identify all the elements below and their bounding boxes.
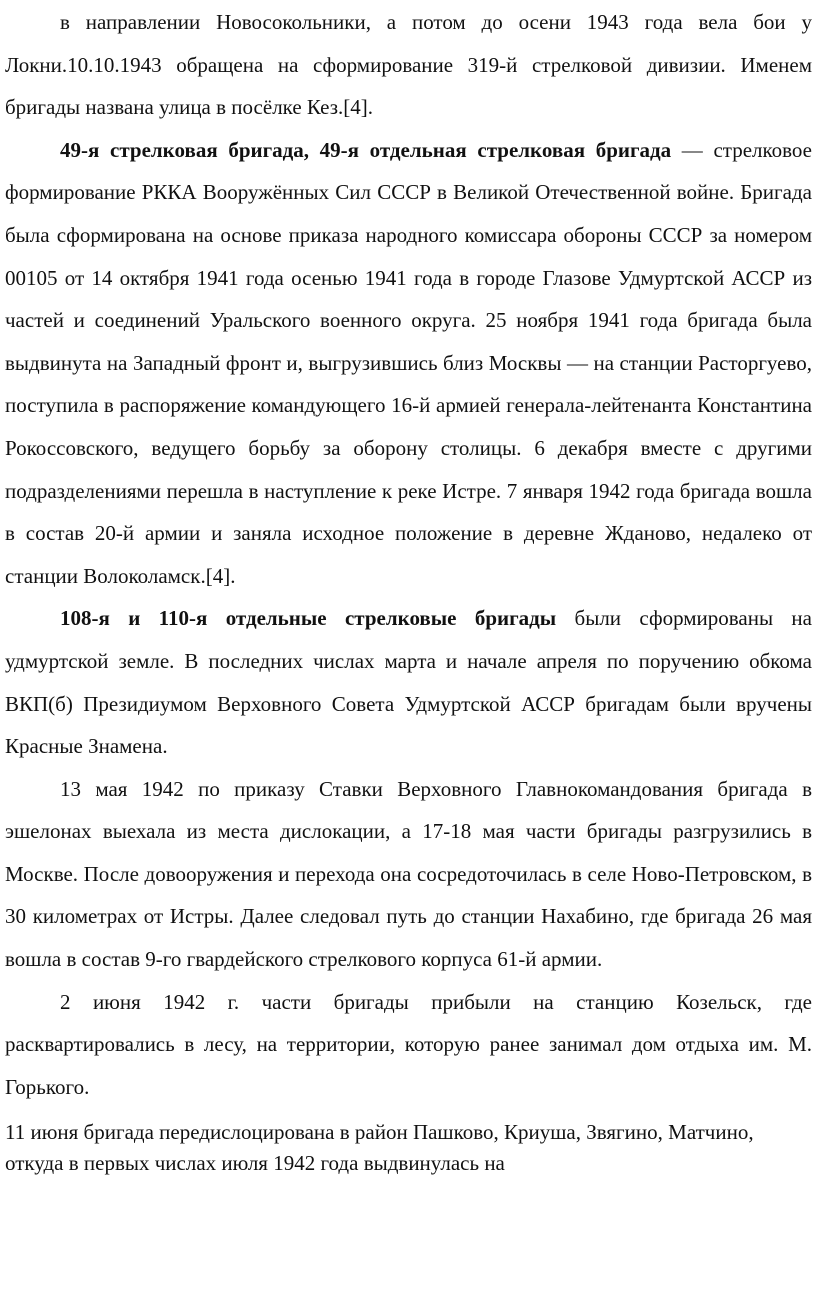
paragraph-text: в направлении Новосокольники, а потом до осени 1943 года вела бои у Локни.10.10.1943 обращена на сформирование 319-й стрелковой дивизии. Именем бригады названа улица в посёлке Кез.[4]. bbox=[5, 10, 812, 120]
paragraph-49th-brigade bbox=[5, 129, 812, 598]
paragraph-term: 49-я стрелковая бригада, 49-я отдельная стрелковая бригада bbox=[60, 137, 672, 162]
paragraph-text: 2 июня 1942 г. части бригады прибыли на станцию Козельск, где расквартировались в лесу, на территории, которую ранее занимал дом отдыха им. М. Горького. bbox=[5, 989, 812, 1099]
paragraph-text: были сформированы на удмуртской земле. В последних числах марта и начале апреля по поручению обкома ВКП(б) Президиумом Верховного Совета Удмуртской АССР бригадам были вручены Красные Знамена. bbox=[5, 606, 812, 759]
paragraph-june-2-1942 bbox=[5, 981, 812, 1109]
paragraph-text: — стрелковое формирование РККА Вооружённых Сил СССР в Великой Отечественной войне. Бригада была сформирована на основе приказа народного комиссара обороны СССР за номером 00105 от 14 октября 1941 года осенью 1941 года в городе Глазове Удмуртской АССР из частей и соединений Уральского военного округа. 25 ноября 1941 года бригада была выдвинута на Западный фронт и, выгрузившись близ Москвы — на станции Расторгуево, поступила в распоряжение командующего 16-й армией генерала-лейтенанта Константина Рокоссовского, ведущего борьбу за оборону столицы. 6 декабря вместе с другими подразделениями перешла в наступление к реке Истре. 7 января 1942 года бригада вошла в состав 20-й армии и заняла исходное положение в деревне Жданово, недалеко от станции Волоколамск.[4]. bbox=[5, 137, 812, 588]
paragraph-text: 11 июня бригада передислоцирована в район Пашково, Криуша, Звягино, Матчино, откуда в первых числах июля 1942 года выдвинулась на bbox=[5, 1120, 754, 1176]
paragraph-text: 13 мая 1942 по приказу Ставки Верховного Главнокомандования бригада в эшелонах выехала из места дислокации, а 17-18 мая части бригады разгрузились в Москве. После довооружения и перехода она сосредоточилась в селе Ново-Петровском, в 30 километрах от Истры. Далее следовал путь до станции Нахабино, где бригада 26 мая вошла в состав 9-го гвардейского стрелкового корпуса 61-й армии. bbox=[5, 776, 812, 972]
paragraph-108-110-brigades bbox=[5, 597, 812, 767]
paragraph-kez-brigade-continuation bbox=[5, 1, 812, 129]
paragraph-may-1942 bbox=[5, 768, 812, 981]
paragraph-term: 108-я и 110-я отдельные стрелковые бригады bbox=[60, 606, 557, 631]
paragraph-june-11 bbox=[5, 1117, 812, 1179]
